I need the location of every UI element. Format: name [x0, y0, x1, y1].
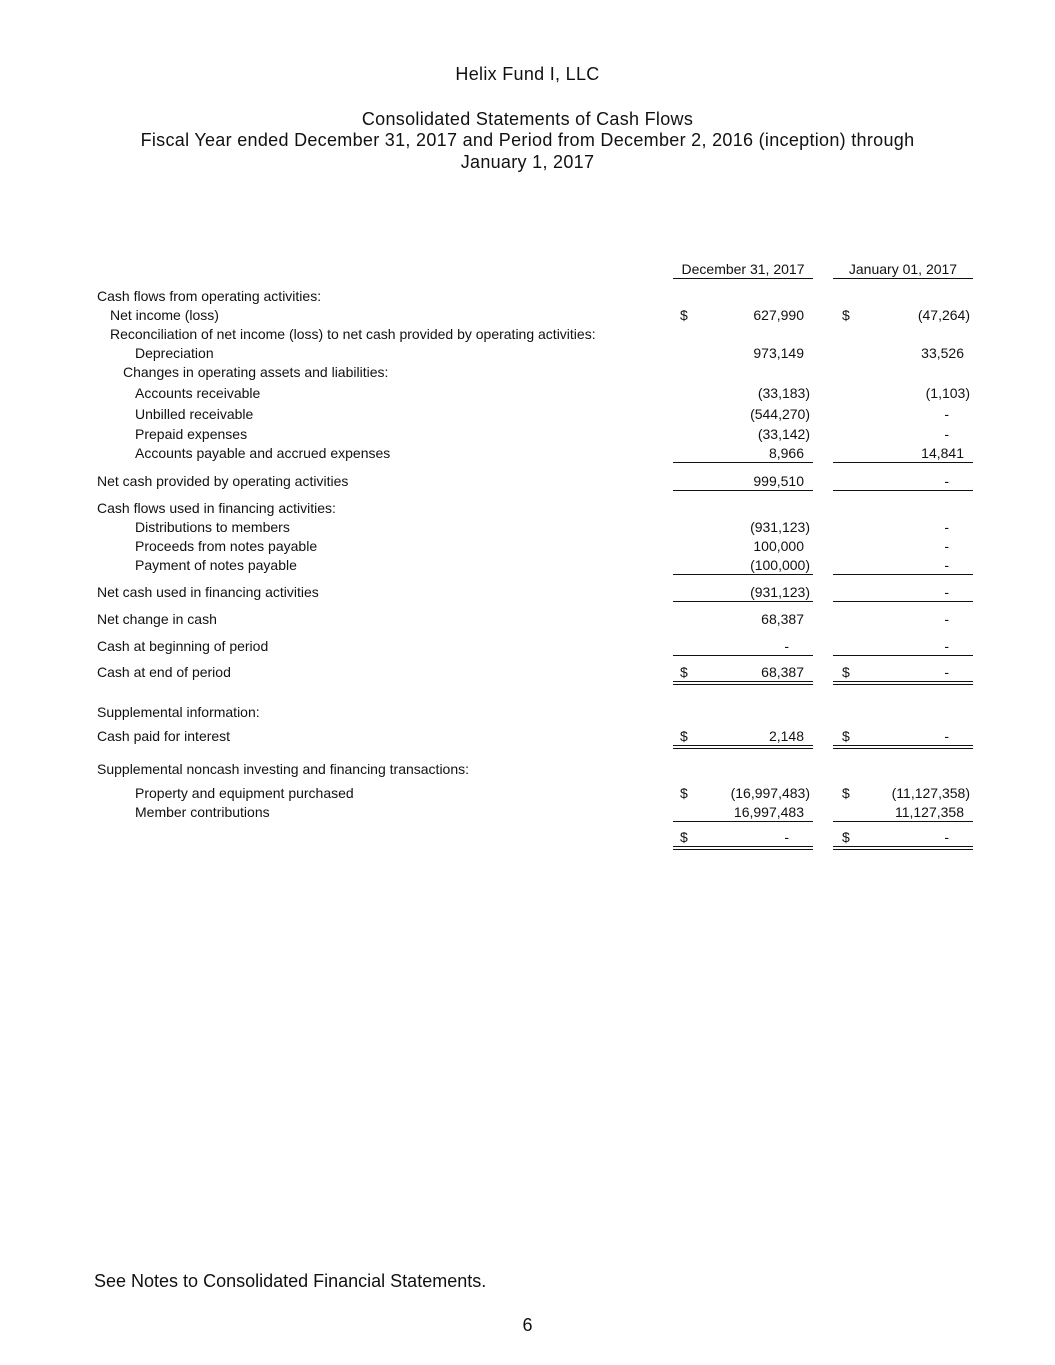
- section-heading-noncash: Supplemental noncash investing and financing transactions:: [97, 761, 470, 777]
- dollar-sign: $: [680, 829, 688, 845]
- amount-2017: 16,997,483: [733, 804, 804, 820]
- amount-2016: 11,127,358: [894, 804, 964, 820]
- amount-2016: (11,127,358): [891, 785, 970, 801]
- dollar-sign: $: [680, 307, 688, 323]
- section-heading-supplemental: Supplemental information:: [97, 704, 260, 720]
- amount-2017: (931,123): [750, 519, 810, 535]
- row-label: Property and equipment purchased: [135, 785, 354, 801]
- amount-2017: 68,387: [761, 611, 804, 627]
- amount-2017: -: [784, 638, 789, 654]
- row-label: Depreciation: [135, 345, 214, 361]
- subtotal-rule: [673, 821, 813, 822]
- amount-2017: (544,270): [750, 406, 810, 422]
- row-label: Cash paid for interest: [97, 728, 231, 744]
- amount-2017: (931,123): [750, 584, 810, 600]
- amount-2016: -: [944, 519, 949, 535]
- dollar-sign: $: [842, 664, 850, 680]
- row-label: Member contributions: [135, 804, 270, 820]
- amount-2016: (1,103): [925, 385, 970, 401]
- subtotal-rule: [833, 821, 973, 822]
- subtotal-rule: [673, 462, 813, 463]
- row-label: Proceeds from notes payable: [135, 538, 318, 554]
- row-label: Net cash used in financing activities: [97, 584, 319, 600]
- dollar-sign: $: [680, 728, 688, 744]
- amount-2017: (33,183): [757, 385, 810, 401]
- grand-total-double-rule: [833, 846, 973, 850]
- grand-total-double-rule: [673, 846, 813, 850]
- row-label: Payment of notes payable: [135, 557, 297, 573]
- amount-2016: -: [944, 426, 949, 442]
- column-header-underline: [833, 278, 973, 279]
- subtotal-rule: [833, 462, 973, 463]
- subtotal-rule: [673, 574, 813, 575]
- total-rule: [833, 601, 973, 602]
- grand-total-double-rule: [833, 745, 973, 749]
- amount-2017: 627,990: [753, 307, 804, 323]
- subtotal-rule: [673, 655, 813, 656]
- amount-2016: -: [944, 611, 949, 627]
- amount-2016: 33,526: [921, 345, 964, 361]
- amount-2016: -: [944, 728, 949, 744]
- total-rule: [833, 490, 973, 491]
- amount-2017: 100,000: [753, 538, 804, 554]
- column-header-underline: [673, 278, 813, 279]
- footnote: See Notes to Consolidated Financial Statements.: [94, 1271, 487, 1291]
- section-heading-financing: Cash flows used in financing activities:: [97, 500, 336, 516]
- subheading-changes: Changes in operating assets and liabilities:: [123, 364, 389, 380]
- amount-2017: 8,966: [768, 445, 804, 461]
- dollar-sign: $: [680, 785, 688, 801]
- statement-period-line-1: Fiscal Year ended December 31, 2017 and Period from December 2, 2016 (inception) through: [140, 130, 915, 150]
- amount-2017: 68,387: [761, 664, 804, 680]
- amount-2017: (16,997,483): [730, 785, 810, 801]
- subtotal-rule: [833, 574, 973, 575]
- company-name: Helix Fund I, LLC: [455, 64, 600, 84]
- row-label: Accounts payable and accrued expenses: [135, 445, 391, 461]
- amount-2017: -: [784, 829, 789, 845]
- row-label: Net change in cash: [97, 611, 217, 627]
- row-label: Cash at end of period: [97, 664, 231, 680]
- amount-2017: (100,000): [750, 557, 810, 573]
- row-label: Distributions to members: [135, 519, 290, 535]
- subtotal-rule: [833, 655, 973, 656]
- column-header-dec-31-2017: December 31, 2017: [681, 261, 805, 277]
- amount-2017: 973,149: [753, 345, 804, 361]
- total-rule: [673, 601, 813, 602]
- dollar-sign: $: [842, 829, 850, 845]
- dollar-sign: $: [842, 307, 850, 323]
- amount-2016: -: [944, 664, 949, 680]
- amount-2016: -: [944, 406, 949, 422]
- amount-2017: 2,148: [768, 728, 804, 744]
- grand-total-double-rule: [833, 681, 973, 685]
- grand-total-double-rule: [673, 745, 813, 749]
- amount-2016: -: [944, 538, 949, 554]
- amount-2016: -: [944, 473, 949, 489]
- amount-2016: -: [944, 584, 949, 600]
- dollar-sign: $: [680, 664, 688, 680]
- statement-period-line-2: January 1, 2017: [460, 152, 595, 172]
- amount-2016: -: [944, 829, 949, 845]
- dollar-sign: $: [842, 785, 850, 801]
- section-heading-operating: Cash flows from operating activities:: [97, 288, 322, 304]
- amount-2016: 14,841: [921, 445, 964, 461]
- row-label: Unbilled receivable: [135, 406, 254, 422]
- row-label: Accounts receivable: [135, 385, 261, 401]
- subheading-reconciliation: Reconciliation of net income (loss) to net cash provided by operating activities:: [110, 326, 596, 342]
- dollar-sign: $: [842, 728, 850, 744]
- amount-2017: (33,142): [757, 426, 810, 442]
- amount-2016: -: [944, 557, 949, 573]
- column-header-jan-01-2017: January 01, 2017: [848, 261, 958, 277]
- amount-2017: 999,510: [753, 473, 804, 489]
- row-label: Cash at beginning of period: [97, 638, 269, 654]
- row-label: Net income (loss): [110, 307, 219, 323]
- statement-title: Consolidated Statements of Cash Flows: [361, 109, 694, 129]
- amount-2016: -: [944, 638, 949, 654]
- total-rule: [673, 490, 813, 491]
- row-label: Net cash provided by operating activities: [97, 473, 349, 489]
- grand-total-double-rule: [673, 681, 813, 685]
- row-label: Prepaid expenses: [135, 426, 248, 442]
- amount-2016: (47,264): [917, 307, 970, 323]
- page-number: 6: [522, 1315, 533, 1335]
